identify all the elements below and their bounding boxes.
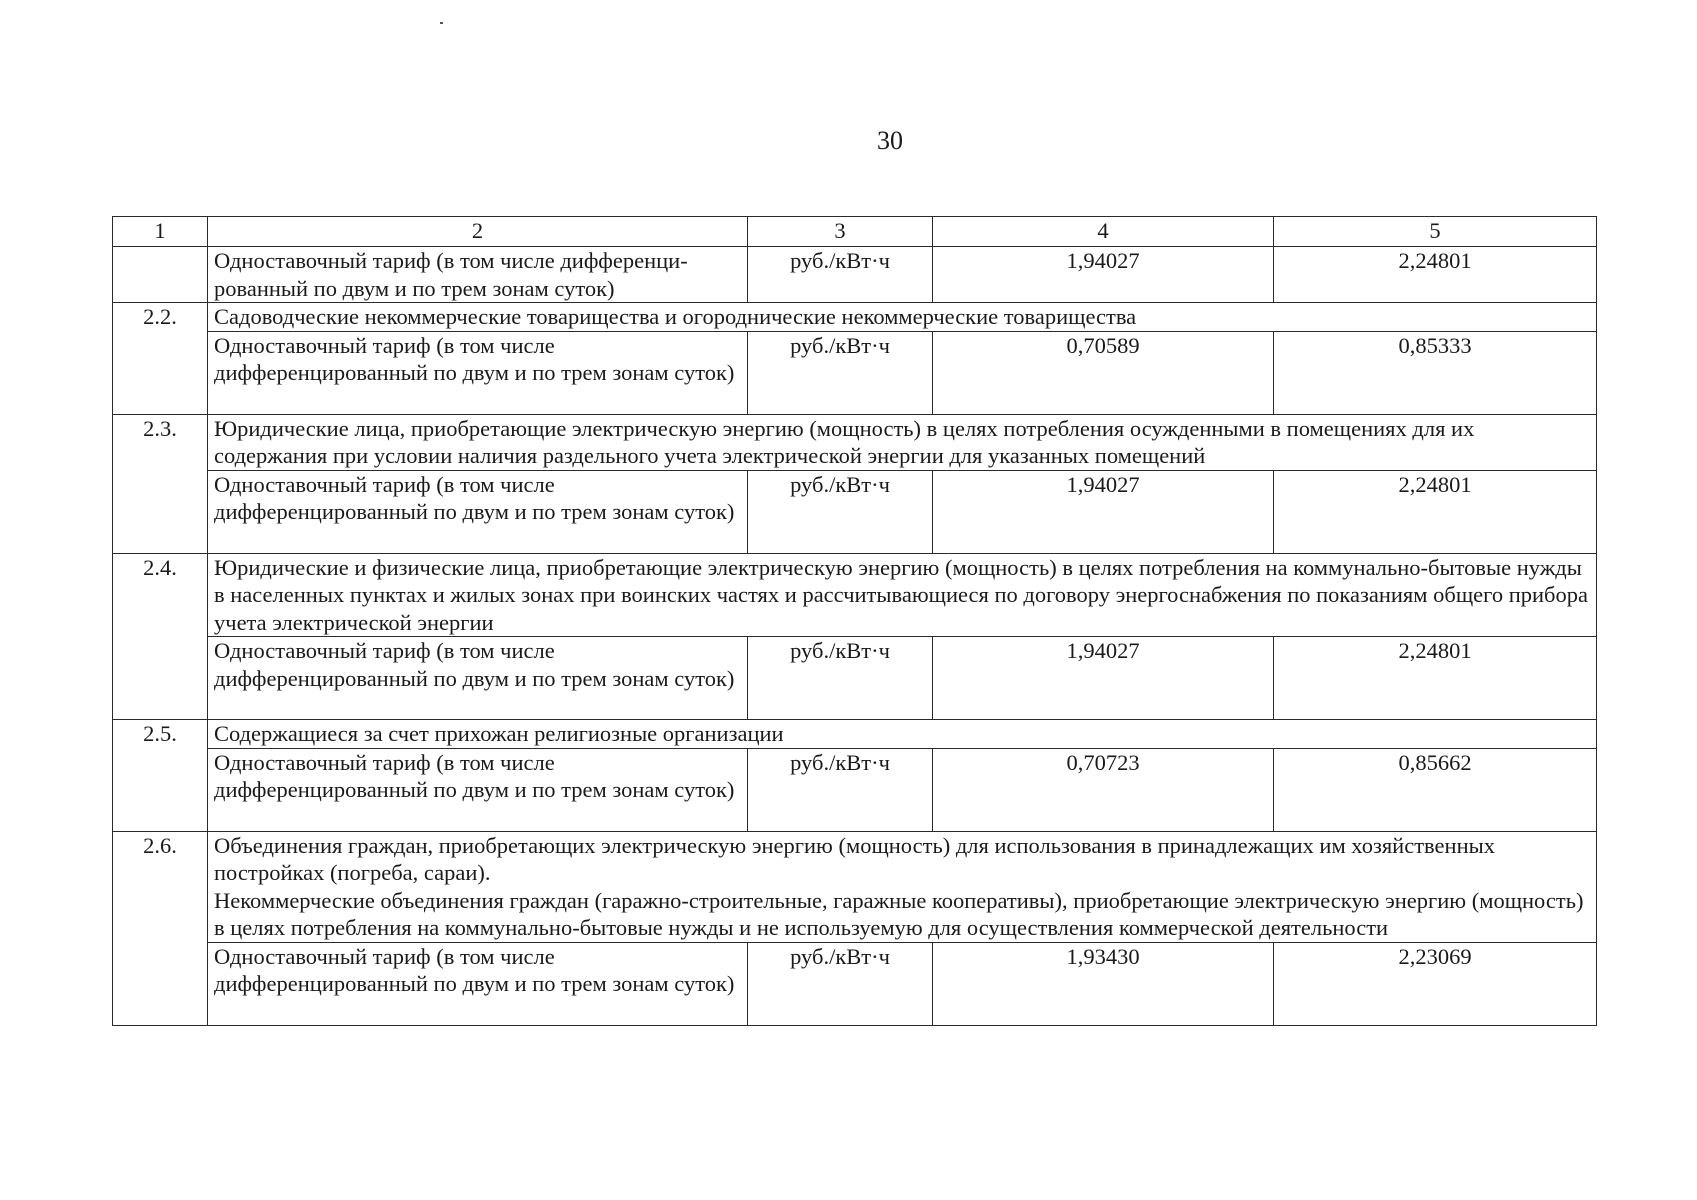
group-row (113, 303, 1597, 332)
group-description: Садоводческие некоммерческие товарищества и огороднические некоммерческие товарищества (208, 303, 1597, 332)
scan-speck (440, 22, 443, 24)
column-number: 5 (1274, 217, 1597, 247)
group-description: Содержащиеся за счет прихожан религиозные организации (208, 720, 1597, 749)
tariff-row (113, 942, 1597, 1025)
tariff-value-2: 0,85333 (1274, 331, 1597, 414)
tariff-row (113, 331, 1597, 414)
row-number: 2.3. (113, 414, 208, 553)
group-row (113, 720, 1597, 749)
tariff-value-1: 1,94027 (933, 247, 1274, 303)
tariff-description: Одноставочный тариф (в том числе дифференцированный по двум и по трем зонам суток) (208, 637, 748, 720)
group-description (208, 831, 1597, 942)
tariff-description: Одноставочный тариф (в том числе дифференцированный по двум и по трем зонам суток) (208, 748, 748, 831)
tariff-table (112, 216, 1597, 1026)
tariff-row (113, 470, 1597, 553)
tariff-value-2: 2,24801 (1274, 637, 1597, 720)
row-number: 2.6. (113, 831, 208, 1025)
unit-cell: руб./кВт·ч (748, 637, 933, 720)
unit-cell: руб./кВт·ч (748, 470, 933, 553)
tariff-value-2: 2,24801 (1274, 470, 1597, 553)
column-number: 3 (748, 217, 933, 247)
tariff-row (113, 748, 1597, 831)
group-row (113, 831, 1597, 942)
tariff-row (113, 637, 1597, 720)
group-description-part: Некоммерческие объединения граждан (гаражно-строительные, гаражные кооперативы), приобретающие электрическую энергию (мощность) в целях потребления на коммунально-бытовые нужды и не используемую для осуществления коммерческой деятельности (214, 887, 1584, 940)
tariff-description: Одноставочный тариф (в том числе дифференцированный по двум и по трем зонам суток) (208, 470, 748, 553)
tariff-description: Одноставочный тариф (в том числе дифференцированный по двум и по трем зонам суток) (208, 331, 748, 414)
unit-cell: руб./кВт·ч (748, 748, 933, 831)
row-number: 2.2. (113, 303, 208, 415)
group-row (113, 414, 1597, 470)
tariff-value-1: 1,94027 (933, 470, 1274, 553)
unit-cell: руб./кВт·ч (748, 247, 933, 303)
column-number: 2 (208, 217, 748, 247)
tariff-value-1: 0,70723 (933, 748, 1274, 831)
tariff-value-2: 2,23069 (1274, 942, 1597, 1025)
row-number (113, 247, 208, 303)
group-description: Юридические и физические лица, приобретающие электрическую энергию (мощность) в целях потребления на коммунально-бытовые нужды в населенных пунктах и жилых зонах при воинских частях и рассчитывающиеся по договору энергоснабжения по показаниям общего прибора учета электрической энергии (208, 553, 1597, 637)
tariff-row (113, 247, 1597, 303)
group-row (113, 553, 1597, 637)
page-number: 30 (877, 126, 903, 155)
tariff-description: Одноставочный тариф (в том числе дифференцированный по двум и по трем зонам суток) (208, 942, 748, 1025)
unit-cell: руб./кВт·ч (748, 331, 933, 414)
tariff-value-1: 1,93430 (933, 942, 1274, 1025)
tariff-value-1: 0,70589 (933, 331, 1274, 414)
group-description-part: Объединения граждан, приобретающих электрическую энергию (мощность) для использования в принадлежащих им хозяйственных постройках (погреба, сараи). (214, 832, 1495, 885)
group-description: Юридические лица, приобретающие электрическую энергию (мощность) в целях потребления осужденными в помещениях для их содержания при условии наличия раздельного учета электрической энергии для указанных помещений (208, 414, 1597, 470)
row-number: 2.4. (113, 553, 208, 720)
column-number: 1 (113, 217, 208, 247)
unit-cell: руб./кВт·ч (748, 942, 933, 1025)
tariff-value-1: 1,94027 (933, 637, 1274, 720)
tariff-value-2: 0,85662 (1274, 748, 1597, 831)
column-number: 4 (933, 217, 1274, 247)
tariff-description: Одноставочный тариф (в том числе дифференци-рованный по двум и по трем зонам суток) (208, 247, 748, 303)
column-number-row (113, 217, 1597, 247)
row-number: 2.5. (113, 720, 208, 832)
tariff-value-2: 2,24801 (1274, 247, 1597, 303)
